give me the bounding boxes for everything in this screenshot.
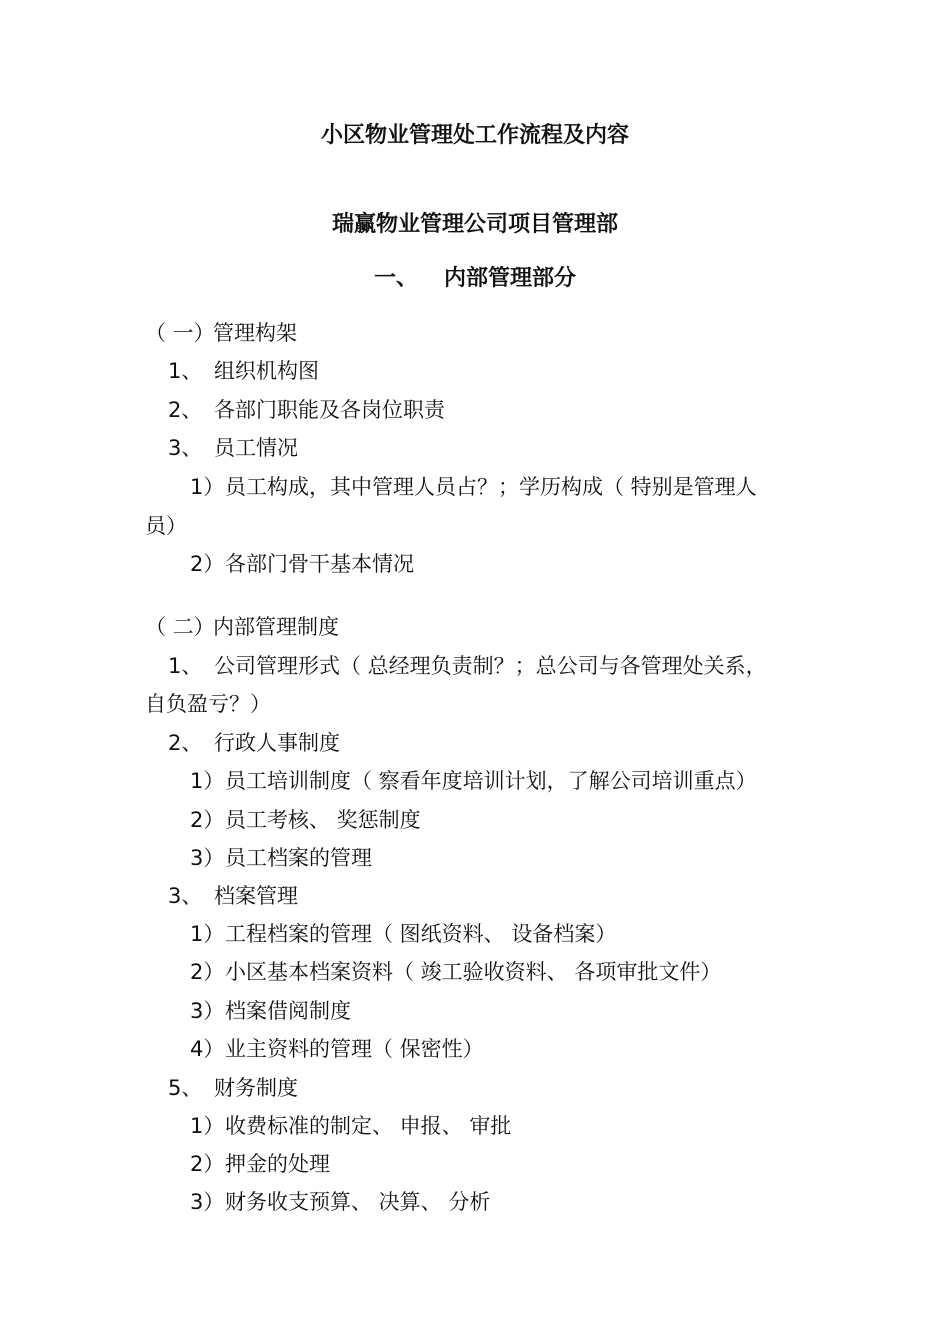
list-item xyxy=(168,1074,298,1102)
sub-item-text: 员工档案的管理 xyxy=(225,846,372,870)
sub-item xyxy=(190,920,616,948)
part-label: 管理构架 xyxy=(213,321,297,345)
sub-item xyxy=(190,958,721,986)
sub-item xyxy=(190,767,757,795)
sub-item-text: 员工培训制度（ 察看年度培训计划，了解公司培训重点） xyxy=(225,769,757,793)
list-item xyxy=(168,882,298,910)
sub-item-number: 2） xyxy=(190,960,225,984)
section-heading xyxy=(0,264,950,294)
list-item xyxy=(168,729,340,757)
sub-item-number: 3） xyxy=(190,999,225,1023)
list-item xyxy=(168,396,445,424)
sub-item-number: 3） xyxy=(190,846,225,870)
sub-item xyxy=(190,1035,484,1063)
part-number: （ 二） xyxy=(145,615,215,639)
document-title: 小区物业管理处工作流程及内容 xyxy=(320,123,629,148)
part-number: （ 一） xyxy=(145,321,215,345)
sub-item xyxy=(190,1150,330,1178)
part-heading-1 xyxy=(145,319,297,347)
sub-item xyxy=(190,1112,511,1140)
document-subtitle: 瑞赢物业管理公司项目管理部 xyxy=(331,212,618,237)
item-number: 3、 xyxy=(168,884,203,908)
sub-item xyxy=(190,806,421,834)
list-item xyxy=(168,652,767,680)
list-item xyxy=(168,357,319,385)
sub-item-number: 1） xyxy=(190,475,225,499)
sub-item-number: 1） xyxy=(190,769,225,793)
item-text: 公司管理形式（ 总经理负责制？；总公司与各管理处关系， xyxy=(214,654,767,678)
sub-item-text: 档案借阅制度 xyxy=(225,999,351,1023)
sub-item xyxy=(190,550,414,578)
item-text: 员工情况 xyxy=(214,436,298,460)
sub-item-text: 员工考核、 奖惩制度 xyxy=(225,808,421,832)
section-number: 一、 xyxy=(373,266,418,291)
sub-item-text: 业主资料的管理（ 保密性） xyxy=(225,1037,484,1061)
item-number: 2、 xyxy=(168,398,203,422)
item-number: 2、 xyxy=(168,731,203,755)
sub-item xyxy=(190,473,757,501)
item-number: 1、 xyxy=(168,654,203,678)
sub-item-number: 4） xyxy=(190,1037,225,1061)
sub-item xyxy=(190,844,372,872)
sub-item-continuation: 员） xyxy=(145,514,187,538)
item-number: 3、 xyxy=(168,436,203,460)
item-text: 财务制度 xyxy=(214,1076,298,1100)
sub-item-number: 2） xyxy=(190,552,225,576)
item-number: 1、 xyxy=(168,359,203,383)
part-heading-2 xyxy=(145,613,339,641)
sub-item-text: 押金的处理 xyxy=(225,1152,330,1176)
item-text: 档案管理 xyxy=(214,884,298,908)
item-continuation: 自负盈亏？） xyxy=(145,692,271,716)
sub-item xyxy=(190,1188,490,1216)
item-text: 组织机构图 xyxy=(214,359,319,383)
list-item xyxy=(168,434,298,462)
sub-item-text: 小区基本档案资料（ 竣工验收资料、 各项审批文件） xyxy=(225,960,722,984)
sub-item-number: 3） xyxy=(190,1190,225,1214)
sub-item-text: 员工构成，其中管理人员占？；学历构成（ 特别是管理人 xyxy=(225,475,757,499)
sub-item-number: 1） xyxy=(190,1114,225,1138)
sub-item-number: 2） xyxy=(190,808,225,832)
sub-item-text: 收费标准的制定、 申报、 审批 xyxy=(225,1114,512,1138)
sub-item-text: 财务收支预算、 决算、 分析 xyxy=(225,1190,491,1214)
sub-item xyxy=(190,997,351,1025)
sub-item-text: 工程档案的管理（ 图纸资料、 设备档案） xyxy=(225,922,617,946)
item-text: 行政人事制度 xyxy=(214,731,340,755)
item-number: 5、 xyxy=(168,1076,203,1100)
part-label: 内部管理制度 xyxy=(213,615,339,639)
sub-item-number: 2） xyxy=(190,1152,225,1176)
sub-item-text: 各部门骨干基本情况 xyxy=(225,552,414,576)
item-text: 各部门职能及各岗位职责 xyxy=(214,398,445,422)
sub-item-number: 1） xyxy=(190,922,225,946)
section-label: 内部管理部分 xyxy=(444,266,577,291)
